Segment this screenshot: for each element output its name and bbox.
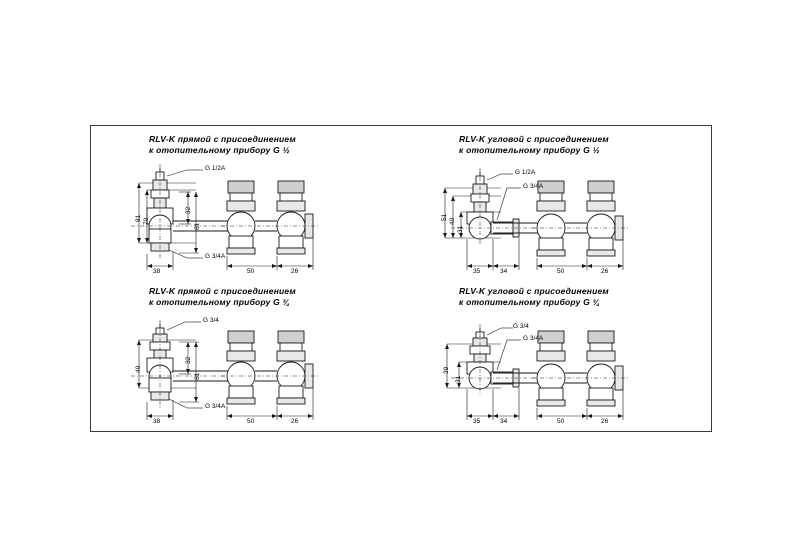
callout-g12a: G 1/2A: [515, 169, 536, 176]
dim-vertical-39: 39: [443, 366, 450, 374]
dim-horizontal-35: 35: [473, 418, 481, 425]
panel-rlv-k-straight-g12: [91, 126, 401, 278]
dim-vertical-61: 61: [194, 372, 201, 380]
valve-drawing: [91, 278, 401, 430]
dim-vertical-31: 31: [457, 225, 464, 233]
callout-g34: G 3/4: [203, 317, 219, 324]
dim-vertical-40: 40: [449, 217, 456, 225]
callout-g34a: G 3/4A: [205, 403, 226, 410]
dim-horizontal-34: 34: [500, 418, 508, 425]
valve-drawing: [91, 126, 401, 278]
panel-title-line1: RLV-K угловой с присоединением: [459, 286, 609, 296]
panel-title-line2: к отопительному прибору G ¾: [149, 297, 290, 307]
dim-vertical-70: 70: [143, 217, 150, 225]
dim-horizontal-38: 38: [153, 268, 161, 275]
valve-drawing: [401, 126, 711, 278]
callout-g34a: G 3/4A: [523, 335, 544, 342]
callout-g12a: G 1/2A: [205, 165, 226, 172]
dim-vertical-81: 81: [135, 214, 142, 222]
dim-horizontal-26: 26: [291, 268, 299, 275]
callout-g34a: G 3/4A: [523, 183, 544, 190]
dim-vertical-51: 51: [441, 213, 448, 221]
dim-vertical-31: 31: [455, 375, 462, 383]
dim-vertical-32: 32: [185, 206, 192, 214]
callout-g34: G 3/4: [513, 323, 529, 330]
dim-horizontal-35: 35: [473, 268, 481, 275]
dim-horizontal-26: 26: [601, 418, 609, 425]
dim-horizontal-50: 50: [557, 268, 565, 275]
dim-horizontal-26: 26: [601, 268, 609, 275]
dim-vertical-32: 32: [185, 356, 192, 364]
dim-horizontal-50: 50: [557, 418, 565, 425]
dim-horizontal-34: 34: [500, 268, 508, 275]
panel-title-line2: к отопительному прибору G ½: [149, 145, 290, 155]
dim-horizontal-38: 38: [153, 418, 161, 425]
panel-title-line1: RLV-K прямой с присоединением: [149, 134, 296, 144]
drawing-frame: [90, 125, 712, 432]
panel-rlv-k-angle-g12: [401, 126, 711, 278]
panel-title-line1: RLV-K угловой с присоединением: [459, 134, 609, 144]
panel-title-line1: RLV-K прямой с присоединением: [149, 286, 296, 296]
panel-rlv-k-angle-g34: [401, 278, 711, 430]
valve-drawing: [401, 278, 711, 430]
dim-vertical-61: 61: [194, 222, 201, 230]
dim-horizontal-26: 26: [291, 418, 299, 425]
dim-horizontal-50: 50: [247, 418, 255, 425]
panel-title-line2: к отопительному прибору G ½: [459, 145, 600, 155]
dim-vertical-40: 40: [135, 365, 142, 373]
panel-title-line2: к отопительному прибору G ¾: [459, 297, 600, 307]
callout-g34a: G 3/4A: [205, 253, 226, 260]
panel-rlv-k-straight-g34: [91, 278, 401, 430]
dim-horizontal-50: 50: [247, 268, 255, 275]
